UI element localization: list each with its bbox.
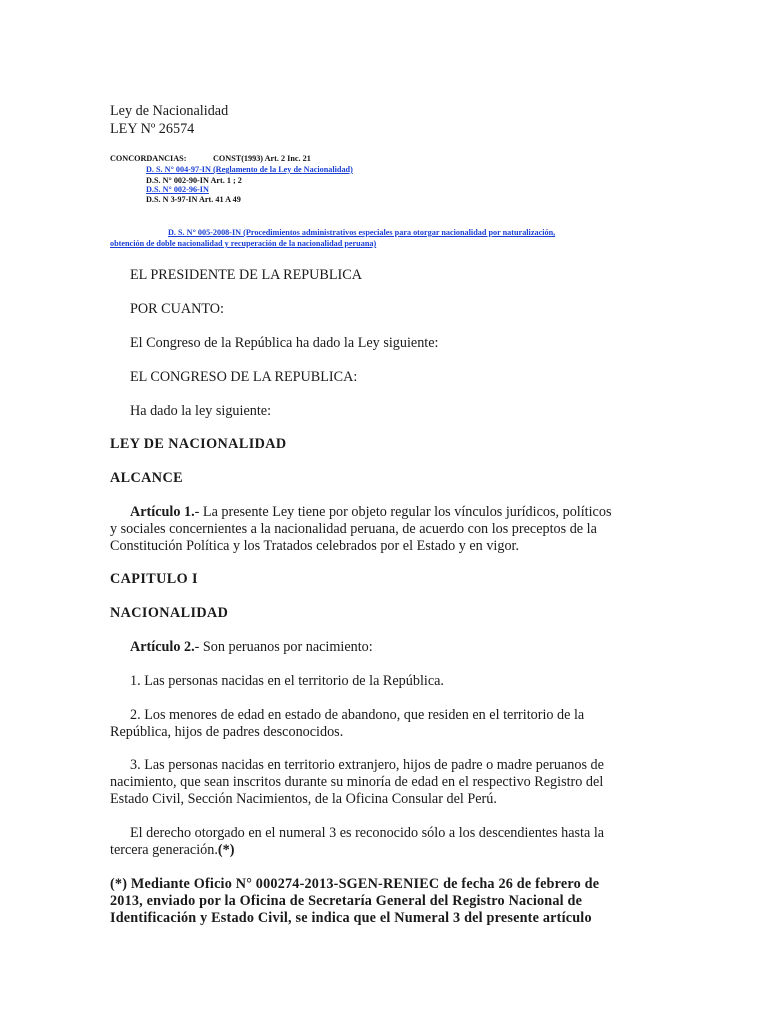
concordancia-text-2: D.S. N° 002-90-IN Art. 1 ; 2: [146, 176, 242, 185]
articulo-2-item-1: 1. Las personas nacidas en el territorio de la República.: [130, 673, 444, 689]
concordancia-ref-4: [146, 195, 241, 205]
articulo-2-item-2: [110, 707, 584, 741]
derecho-line2: tercera generación.: [110, 842, 218, 858]
item-3-line2: nacimiento, que sean inscritos durante su minoría de edad en el respectivo Registro del: [110, 774, 604, 790]
articulo-2-label: Artículo 2.: [130, 639, 195, 655]
heading-capitulo: CAPITULO I: [110, 571, 198, 587]
heading-nacionalidad: NACIONALIDAD: [110, 605, 229, 621]
congreso-dado-line: El Congreso de la República ha dado la Ley siguiente:: [130, 335, 439, 351]
nota-line1: (*) Mediante Oficio N° 000274-2013-SGEN-RENIEC de fecha 26 de febrero de: [110, 876, 600, 892]
nota-oficio: [110, 876, 599, 927]
concordancia-ref-3: [146, 185, 209, 195]
heading-ley: LEY DE NACIONALIDAD: [110, 436, 287, 452]
footnote-mark: (*): [217, 842, 235, 858]
item-2-line2: República, hijos de padres desconocidos.: [110, 724, 344, 740]
por-cuanto: POR CUANTO:: [130, 301, 224, 317]
nota-line3: Identificación y Estado Civil, se indica que el Numeral 3 del presente artículo: [110, 910, 592, 926]
heading-alcance: ALCANCE: [110, 470, 183, 486]
ha-dado-line: Ha dado la ley siguiente:: [130, 403, 272, 419]
articulo-1-line3: Constitución Política y los Tratados celebrados por el Estado y en vigor.: [110, 538, 520, 554]
item-2-line1: 2. Los menores de edad en estado de abandono, que residen en el territorio de la: [130, 707, 585, 723]
congreso-line: EL CONGRESO DE LA REPUBLICA:: [130, 369, 358, 385]
articulo-1-line2: y sociales concernientes a la nacionalidad peruana, de acuerdo con los preceptos de la: [110, 521, 597, 537]
concordancia-link-3[interactable]: D.S. N° 002-96-IN: [146, 185, 209, 194]
articulo-2-intro: [130, 639, 373, 656]
item-3-line1: 3. Las personas nacidas en territorio extranjero, hijos de padre o madre peruanos de: [130, 757, 604, 773]
const-reference: CONST(1993) Art. 2 Inc. 21: [213, 154, 311, 163]
derecho-paragraph: [110, 825, 604, 859]
item-3-line3: Estado Civil, Sección Nacimientos, de la Oficina Consular del Perú.: [110, 791, 497, 807]
ds-005-2008-link-cont[interactable]: obtención de doble nacionalidad y recuperación de la nacionalidad peruana): [110, 239, 377, 248]
ds-005-2008-link-line1: [168, 228, 555, 238]
articulo-2-item-3: [110, 757, 604, 808]
concordancia-ref-1: [146, 165, 353, 175]
president-line: EL PRESIDENTE DE LA REPUBLICA: [130, 267, 362, 283]
nota-line2: 2013, enviado por la Oficina de Secretaría General del Registro Nacional de: [110, 893, 583, 909]
ds-005-2008-link[interactable]: D. S. N° 005-2008-IN (Procedimientos administrativos especiales para otorgar nacionalidad por naturalización,: [168, 228, 556, 237]
articulo-1-line1: - La presente Ley tiene por objeto regular los vínculos jurídicos, políticos: [194, 504, 612, 520]
law-number: LEY Nº 26574: [110, 121, 195, 137]
articulo-1: [110, 504, 611, 555]
ds-005-2008-link-line2: [110, 239, 376, 249]
articulo-1-label: Artículo 1.: [130, 504, 195, 520]
derecho-line1: El derecho otorgado en el numeral 3 es reconocido sólo a los descendientes hasta la: [130, 825, 605, 841]
articulo-2-intro-text: - Son peruanos por nacimiento:: [194, 639, 373, 655]
concordancia-text-4: D.S. N 3-97-IN Art. 41 A 49: [146, 195, 241, 204]
law-title: Ley de Nacionalidad: [110, 103, 229, 119]
concordancia-link-1[interactable]: D. S. N° 004-97-IN (Reglamento de la Ley de Nacionalidad): [146, 165, 353, 174]
concordancias-label: CONCORDANCIAS:: [110, 154, 187, 163]
